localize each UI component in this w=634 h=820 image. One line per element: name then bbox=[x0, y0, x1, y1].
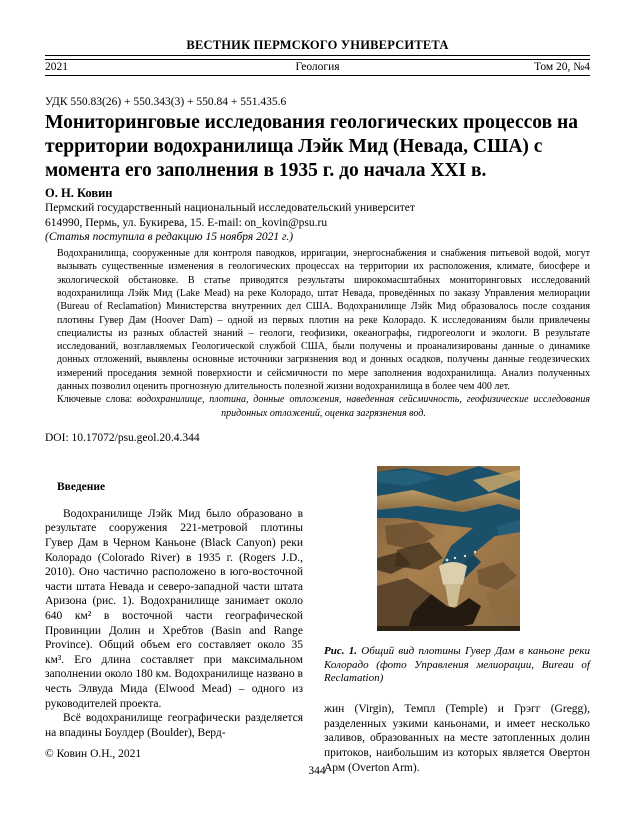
keywords-text: водохранилище, плотина, донные отложения, наведенная сейсмичность, геофизические исследования придонных отложений, оценка загрязнения вод. bbox=[137, 394, 590, 419]
journal-title: ВЕСТНИК ПЕРМСКОГО УНИВЕРСИТЕТА bbox=[186, 38, 449, 52]
right-column-paragraph: жин (Virgin), Темпл (Temple) и Грэгг (Gregg), разделенных узкими каньонами, и имеет несколько заливов, образованных на месте затопленных долин притоков, наибольшим из которых является Овертон Арм (Overton Arm). bbox=[324, 703, 590, 774]
doi-line: DOI: 10.17072/psu.geol.20.4.344 bbox=[45, 431, 200, 444]
introduction-heading: Введение bbox=[57, 480, 106, 493]
journal-info-row bbox=[45, 60, 590, 76]
author-name: О. Н. Ковин bbox=[45, 186, 113, 201]
article-title: Мониторинговые исследования геологических процессов на территории водохранилища Лэйк Мид (Невада, США) с момента его заполнения в 1935 г. до начала XXI в. bbox=[45, 112, 578, 181]
author-address: 614990, Пермь, ул. Букирева, 15. E-mail: on_kovin@psu.ru bbox=[45, 216, 328, 229]
abstract-text: Водохранилища, сооруженные для контроля паводков, ирригации, энергоснабжения и снабжения питьевой водой, могут вызывать существенные изменения в геологических процессах на территории их расположения, климате, биосфере и экологической обстановке. В статье приводятся результаты широкомасштабных мониторинговых исследований водохранилища Лэйк Мид (Lake Mead) на реке Колорадо, штат Невада, проведённых по заказу Управления мелиорации (Bureau of Reclamation) Министерства внутренних дел США. Водохранилище Лэйк Мид образовалось после создания плотины Гувер Дам (Hoover Dam) – одной из первых плотин на реке Колорадо. К исследованиям были привлечены специалисты из разных областей знаний – геологи, геофизики, океанографы, гидрогеологи и экологи. В результате исследований, возглавляемых Геологической службой США, были получены и проанализированы данные о динамике донных отложений, выявлены основные источники загрязнения вод и донных осадков, получены данные геодезических измерений проседания земной поверхности и сейсмичности по мере заполнения водохранилища. Анализ полученных данных позволил оценить прогнозную длительность полезной жизни водохранилища в более чем 400 лет. bbox=[57, 248, 590, 392]
hoover-dam-photo-illustration bbox=[377, 466, 520, 631]
figure-1-caption bbox=[324, 645, 590, 686]
page-number: 344 bbox=[308, 765, 326, 777]
udc-code: УДК 550.83(26) + 550.343(3) + 550.84 + 551.435.6 bbox=[45, 96, 287, 108]
journal-volume: Том 20, №4 bbox=[534, 61, 590, 73]
right-column bbox=[324, 466, 590, 775]
left-column bbox=[45, 466, 303, 775]
figure-1-photo bbox=[377, 466, 520, 631]
keywords-line bbox=[57, 393, 590, 420]
received-date: (Статья поступила в редакцию 15 ноября 2021 г.) bbox=[45, 231, 294, 244]
author-affiliation: Пермский государственный национальный исследовательский университет bbox=[45, 202, 415, 215]
copyright-note: © Ковин О.Н., 2021 bbox=[45, 748, 142, 760]
keywords-label: Ключевые слова: bbox=[57, 394, 138, 406]
journal-section: Геология bbox=[295, 61, 340, 73]
intro-paragraph-1: Водохранилище Лэйк Мид было образовано в результате сооружения 221-метровой плотины Гувер Дам в Черном Каньоне (Black Canyon) реки Колорадо (Colorado River) в 1935 г. (Rogers J.D., 2010). Оно частично расположено в юго-восточной части штата Невада и северо-западной части штата Аризона (рис. 1). Водохранилище занимает около 640 км² в восточной части географической Провинции Долин и Хребтов (Basin and Range Province). Общий объем его составляет около 35 км³. Его длина составляет при максимальном заполнении около 180 км. Водохранилище названо в честь Элвуда Мида (Elwood Mead) – одного из руководителей проекта. bbox=[45, 507, 303, 710]
figure-1-caption-label: Рис. 1. bbox=[324, 644, 362, 657]
two-column-body bbox=[45, 466, 590, 775]
intro-paragraph-2: Всё водохранилище географически разделяется на впадины Боулдер (Boulder), Верд- bbox=[45, 712, 303, 739]
figure-1-caption-text: Общий вид плотины Гувер Дам в каньоне реки Колорадо (фото Управления мелиорации, Bureau of Reclamation) bbox=[324, 644, 590, 685]
journal-year: 2021 bbox=[45, 61, 68, 73]
